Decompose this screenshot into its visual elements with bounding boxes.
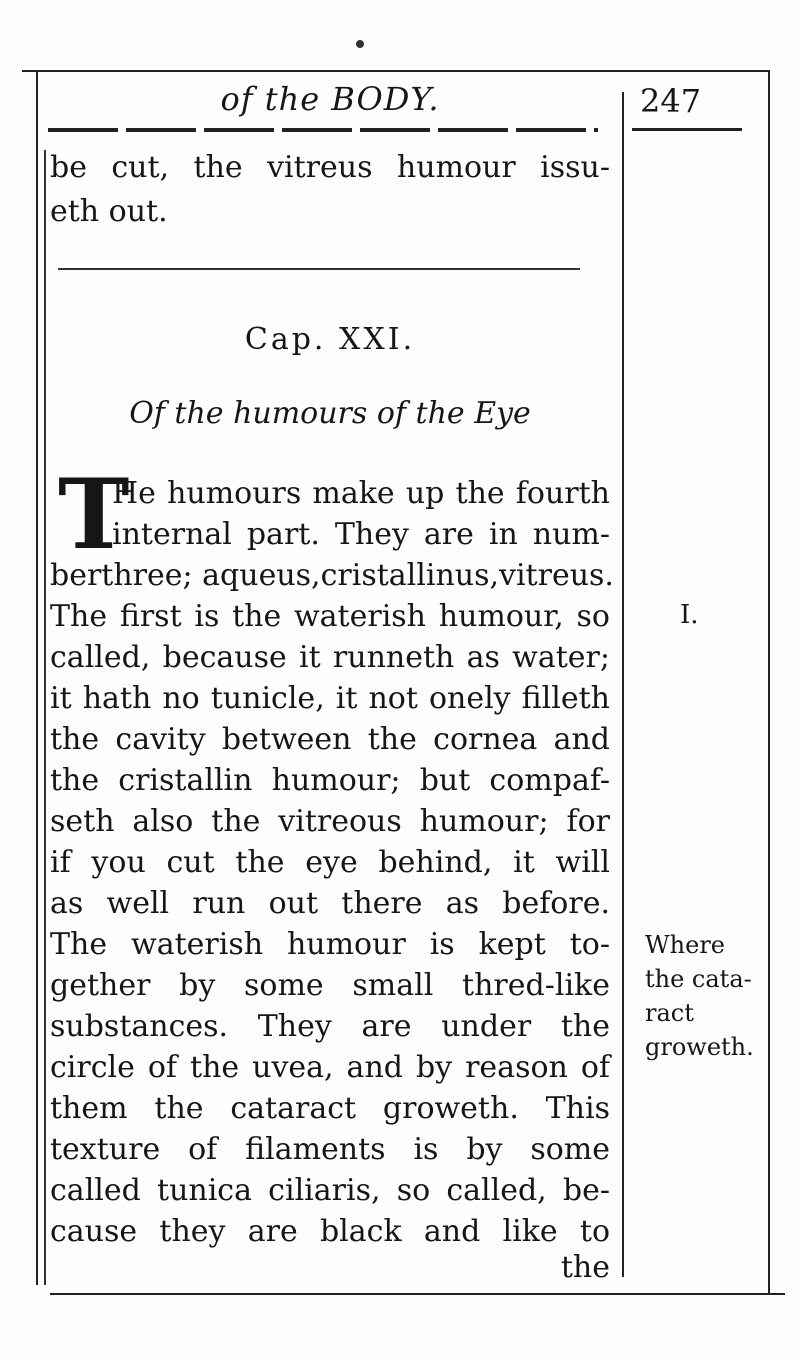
body-line: internal part. They are in num- bbox=[112, 517, 610, 552]
body-line: cause they are black and like to bbox=[50, 1214, 610, 1249]
body-line: if you cut the eye behind, it will bbox=[50, 845, 610, 880]
chapter-title: Of the humours of the Eye bbox=[129, 396, 531, 431]
marginal-number: I. bbox=[680, 600, 699, 630]
intro-line: be cut, the vitreus humour issu- bbox=[50, 150, 610, 185]
body-line: the cavity between the cornea and bbox=[50, 722, 610, 757]
drop-cap: T bbox=[58, 458, 130, 571]
page-number: 247 bbox=[640, 82, 702, 120]
marginal-note-line: groweth. bbox=[645, 1033, 754, 1061]
body-line: The first is the waterish humour, so bbox=[50, 599, 610, 634]
ink-dot bbox=[356, 40, 364, 48]
margin-column-rule bbox=[622, 92, 624, 1277]
marginal-note-line: the cata- bbox=[645, 965, 752, 993]
frame-right-rule bbox=[768, 70, 770, 1295]
inner-left-rule bbox=[44, 150, 46, 1285]
body-line: berthree; aqueus,cristallinus,vitreus. bbox=[50, 558, 614, 593]
marginal-note-line: Where bbox=[645, 931, 726, 959]
chapter-heading: Cap. XXI. bbox=[244, 322, 416, 357]
body-line: called, because it runneth as water; bbox=[50, 640, 610, 675]
frame-left-rule bbox=[36, 70, 38, 1285]
marginal-note-line: ract bbox=[645, 999, 694, 1027]
body-line: called tunica ciliaris, so called, be- bbox=[50, 1173, 610, 1208]
intro-line: eth out. bbox=[50, 194, 168, 229]
body-line: the cristallin humour; but compaf- bbox=[50, 763, 610, 798]
body-line: He humours make up the fourth bbox=[112, 476, 610, 511]
header-dashed-rule bbox=[48, 128, 598, 132]
body-line: seth also the vitreous humour; for bbox=[50, 804, 610, 839]
frame-bottom-rule bbox=[50, 1293, 785, 1295]
page-number-rule bbox=[632, 128, 742, 131]
running-head: of the BODY. bbox=[220, 80, 440, 118]
body-line: The waterish humour is kept to- bbox=[50, 927, 610, 962]
body-line: circle of the uvea, and by reason of bbox=[50, 1050, 610, 1085]
body-line: them the cataract groweth. This bbox=[50, 1091, 610, 1126]
body-line: the bbox=[560, 1250, 610, 1285]
body-line: gether by some small thred-like bbox=[50, 968, 610, 1003]
section-rule bbox=[58, 268, 580, 270]
frame-top-rule bbox=[22, 70, 770, 72]
body-line: it hath no tunicle, it not onely filleth bbox=[50, 681, 610, 716]
body-line: substances. They are under the bbox=[50, 1009, 610, 1044]
body-line: texture of filaments is by some bbox=[50, 1132, 610, 1167]
body-line: as well run out there as before. bbox=[50, 886, 610, 921]
